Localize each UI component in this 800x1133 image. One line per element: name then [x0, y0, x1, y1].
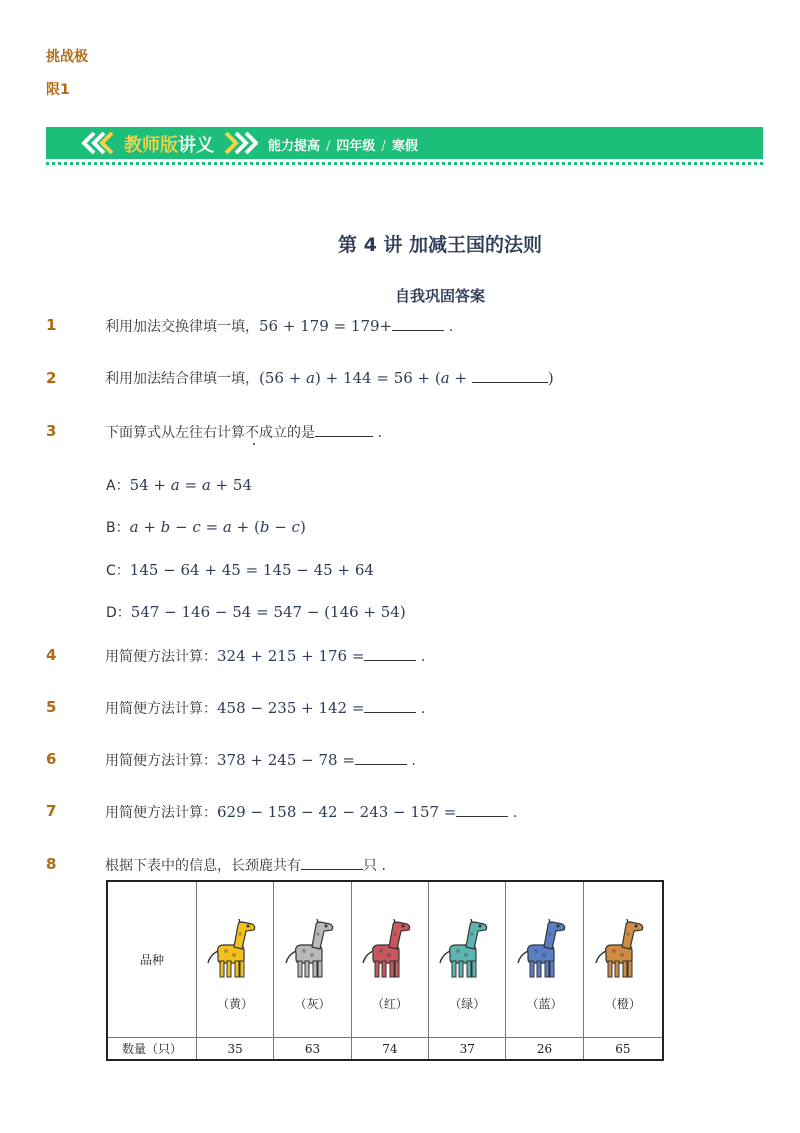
table-cell: 37	[429, 1038, 506, 1060]
question-4: 用简便方法计算：324 + 215 + 176 = .	[105, 647, 426, 665]
question-number: 5	[46, 698, 57, 716]
question-number: 2	[46, 369, 57, 387]
table-cell: 63	[274, 1038, 351, 1060]
table-cell: 65	[583, 1038, 663, 1060]
table-cell: （绿）	[429, 881, 506, 1038]
question-3: 下面算式从左往右计算不成立的是 .	[105, 425, 382, 441]
option-d: D：547 − 146 − 54 = 547 − (146 + 54)	[106, 603, 406, 621]
question-number: 6	[46, 750, 57, 768]
table-cell: 26	[506, 1038, 583, 1060]
header-banner	[46, 127, 763, 159]
question-number: 7	[46, 802, 57, 820]
banner-title: 教师版讲义	[124, 135, 214, 156]
option-c: C：145 − 64 + 45 = 145 − 45 + 64	[106, 561, 374, 579]
level-label-line1: 挑战极	[46, 49, 88, 65]
question-5: 用简便方法计算：458 − 235 + 142 = .	[105, 699, 426, 717]
table-cell: （红）	[351, 881, 428, 1038]
giraffe-icon	[359, 919, 421, 983]
giraffe-icon	[436, 919, 498, 983]
giraffe-icon	[592, 919, 654, 983]
giraffe-icon	[282, 919, 344, 983]
table-header-cell: 数量（只）	[107, 1038, 197, 1060]
level-label-line2: 限1	[46, 82, 70, 98]
giraffe-table	[106, 880, 664, 1061]
question-number: 4	[46, 646, 57, 664]
question-number: 1	[46, 316, 57, 334]
table-cell: （黄）	[197, 881, 274, 1038]
giraffe-icon	[514, 919, 576, 983]
question-8: 根据下表中的信息，长颈鹿共有 只 .	[105, 858, 386, 874]
question-2: 利用加法结合律填一填，(56 + a) + 144 = 56 + (a + )	[105, 369, 554, 387]
question-7: 用简便方法计算：629 − 158 − 42 − 243 − 157 = .	[105, 803, 518, 821]
question-1: 利用加法交换律填一填，56 + 179 = 179+ .	[105, 317, 454, 335]
option-b: B：a + b − c = a + (b − c)	[106, 518, 306, 536]
question-6: 用简便方法计算：378 + 245 − 78 = .	[105, 751, 416, 769]
question-number: 8	[46, 855, 57, 873]
table-cell: （橙）	[583, 881, 663, 1038]
table-cell: （蓝）	[506, 881, 583, 1038]
option-a: A：54 + a = a + 54	[106, 476, 252, 494]
left-chevrons-icon	[80, 130, 114, 156]
giraffe-icon	[204, 919, 266, 983]
table-row	[107, 1038, 663, 1060]
table-header-cell: 品种	[107, 881, 197, 1038]
table-cell: 74	[351, 1038, 428, 1060]
lecture-title: 第 4 讲 加减王国的法则	[337, 234, 543, 256]
right-chevrons-icon	[224, 130, 258, 156]
section-title: 自我巩固答案	[394, 287, 485, 305]
table-cell: 35	[197, 1038, 274, 1060]
dotted-divider	[46, 162, 763, 165]
table-cell: （灰）	[274, 881, 351, 1038]
table-row	[107, 881, 663, 1038]
question-number: 3	[46, 422, 57, 440]
stray-dot	[253, 443, 255, 445]
breadcrumb: 能力提高 / 四年级 / 寒假	[268, 139, 418, 154]
